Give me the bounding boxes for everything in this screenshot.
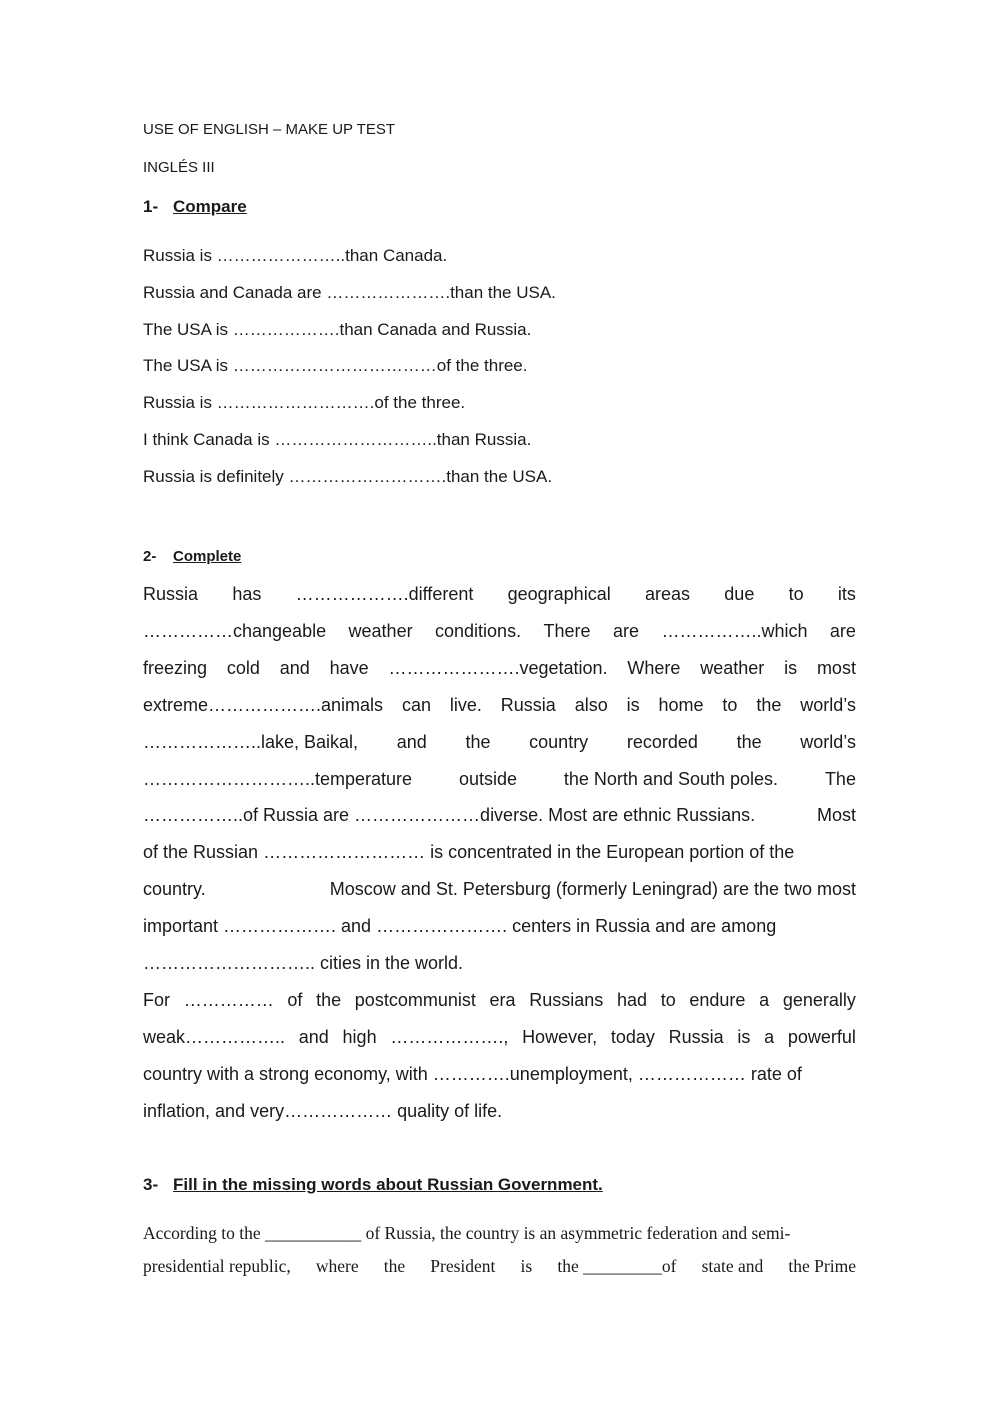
paragraph-word: also bbox=[574, 694, 608, 715]
section-3-heading bbox=[143, 1175, 603, 1195]
paragraph-word: live. bbox=[449, 694, 482, 715]
paragraph-word: the bbox=[383, 1256, 406, 1276]
paragraph-word: high bbox=[342, 1026, 377, 1047]
compare-item-6: I think Canada is ………………………..than Russia. bbox=[143, 430, 532, 449]
paragraph-line bbox=[143, 1223, 856, 1244]
paragraph-line bbox=[143, 769, 856, 790]
paragraph-word: is bbox=[737, 1026, 751, 1047]
section-number: 3- bbox=[143, 1175, 159, 1194]
paragraph-word: freezing bbox=[143, 657, 208, 678]
paragraph-line bbox=[143, 1064, 856, 1085]
paragraph-word: country bbox=[529, 731, 589, 752]
compare-item-3: The USA is ……………….than Canada and Russia. bbox=[143, 320, 532, 339]
paragraph-word: conditions. bbox=[435, 620, 522, 641]
paragraph-word: is bbox=[520, 1256, 533, 1276]
paragraph-word: recorded bbox=[626, 731, 698, 752]
paragraph-word: today bbox=[610, 1026, 655, 1047]
paragraph-line bbox=[143, 916, 856, 937]
paragraph-line bbox=[143, 732, 856, 753]
paragraph-word: to bbox=[722, 694, 738, 715]
paragraph-line bbox=[143, 990, 856, 1011]
section-title: Compare bbox=[173, 197, 247, 216]
paragraph-word: state and bbox=[701, 1256, 764, 1276]
paragraph-word: endure bbox=[689, 989, 746, 1010]
paragraph-word: …………… bbox=[183, 989, 274, 1010]
paragraph-word: weather bbox=[700, 657, 765, 678]
paragraph-line bbox=[143, 658, 856, 679]
paragraph-word: have bbox=[329, 657, 369, 678]
paragraph-word: postcommunist bbox=[354, 989, 476, 1010]
paragraph-word: Russians bbox=[529, 989, 604, 1010]
paragraph-word: where bbox=[315, 1256, 359, 1276]
section-1-heading bbox=[143, 197, 247, 217]
paragraph-word: ……………………….. cities in the world. bbox=[143, 953, 464, 973]
course-name: INGLÉS III bbox=[143, 159, 215, 176]
paragraph-word: to bbox=[660, 989, 676, 1010]
paragraph-word: most bbox=[816, 657, 856, 678]
paragraph-word: the North and South poles. bbox=[563, 768, 779, 789]
paragraph-word: and bbox=[298, 1026, 329, 1047]
paragraph-word: ……………….different bbox=[295, 584, 474, 604]
section-number: 2- bbox=[143, 548, 157, 565]
compare-item-5: Russia is ……………………….of the three. bbox=[143, 393, 466, 412]
paragraph-word: the bbox=[465, 731, 491, 752]
paragraph-word: weak…………….. bbox=[143, 1026, 286, 1047]
paragraph-line bbox=[143, 1256, 856, 1277]
paragraph-word: Russia bbox=[143, 584, 199, 604]
paragraph-word: world’s bbox=[800, 694, 856, 715]
paragraph-word: For bbox=[143, 989, 170, 1010]
paragraph-line bbox=[143, 842, 856, 863]
paragraph-word: The bbox=[824, 768, 856, 789]
section-title: Fill in the missing words about Russian Government. bbox=[173, 1175, 603, 1194]
paragraph-word: the bbox=[316, 989, 342, 1010]
paragraph-word: country. bbox=[143, 879, 206, 900]
paragraph-word: ………………….vegetation. bbox=[388, 657, 608, 678]
paragraph-line bbox=[143, 584, 856, 605]
paragraph-word: There bbox=[543, 620, 591, 641]
paragraph-word: a bbox=[764, 1026, 775, 1047]
paragraph-word: However, bbox=[522, 1026, 598, 1047]
paragraph-word: inflation, and very……………… quality of life. bbox=[143, 1100, 503, 1121]
paragraph-word: ……………changeable bbox=[143, 620, 327, 641]
paragraph-word: due bbox=[724, 584, 755, 604]
section-2-heading bbox=[143, 548, 241, 565]
paragraph-word: and bbox=[396, 731, 427, 752]
paragraph-word: are bbox=[612, 620, 639, 641]
paragraph-word: the bbox=[736, 731, 762, 752]
paragraph-word: extreme……………….animals bbox=[143, 694, 384, 715]
paragraph-word: and bbox=[279, 657, 310, 678]
paragraph-word: geographical bbox=[507, 584, 611, 604]
paragraph-word: presidential republic, bbox=[143, 1256, 291, 1276]
paragraph-word: important ………………. and …………………. centers in Russia and are among bbox=[143, 916, 777, 937]
paragraph-word: to bbox=[788, 584, 804, 604]
paragraph-word: weather bbox=[348, 620, 413, 641]
paragraph-word: generally bbox=[782, 989, 856, 1010]
paragraph-word: the _________of bbox=[557, 1256, 677, 1276]
paragraph-word: of bbox=[287, 989, 303, 1010]
paragraph-word: is bbox=[784, 657, 798, 678]
paragraph-word: Most bbox=[816, 805, 856, 826]
compare-item-4: The USA is ………………………………of the three. bbox=[143, 356, 528, 375]
paragraph-line bbox=[143, 1101, 856, 1122]
paragraph-word: can bbox=[401, 694, 431, 715]
paragraph-word: era bbox=[489, 989, 516, 1010]
compare-item-2: Russia and Canada are ………………….than the USA. bbox=[143, 283, 556, 302]
compare-item-1: Russia is …………………..than Canada. bbox=[143, 246, 448, 265]
paragraph-word: areas bbox=[644, 584, 691, 604]
paragraph-word: has bbox=[232, 584, 262, 604]
paragraph-word: powerful bbox=[787, 1026, 856, 1047]
paragraph-word: Russia bbox=[668, 1026, 724, 1047]
paragraph-line bbox=[143, 879, 856, 900]
paragraph-word: home bbox=[658, 694, 704, 715]
paragraph-word: the Prime bbox=[788, 1256, 856, 1276]
paragraph-word: its bbox=[837, 584, 856, 604]
paragraph-line bbox=[143, 953, 856, 974]
paragraph-word: President bbox=[430, 1256, 496, 1276]
paragraph-word: ………………., bbox=[390, 1026, 509, 1047]
paragraph-line bbox=[143, 1027, 856, 1048]
paragraph-word: Where bbox=[627, 657, 681, 678]
paragraph-word: ………………………..temperature bbox=[143, 768, 413, 789]
paragraph-line bbox=[143, 621, 856, 642]
paragraph-word: had bbox=[616, 989, 647, 1010]
paragraph-line bbox=[143, 695, 856, 716]
section-title: Complete bbox=[173, 548, 242, 565]
paragraph-word: ……………..of Russia are …………………diverse. Most are ethnic Russians. bbox=[143, 805, 756, 826]
paragraph-word: outside bbox=[458, 768, 517, 789]
paragraph-word: cold bbox=[226, 657, 260, 678]
paragraph-word: Russia bbox=[500, 694, 556, 715]
paragraph-word: is bbox=[626, 694, 640, 715]
paragraph-word: the bbox=[756, 694, 782, 715]
paragraph-word: ………………..lake, Baikal, bbox=[143, 731, 359, 752]
paragraph-word: According to the ___________ of Russia, the country is an asymmetric federation and semi- bbox=[143, 1223, 791, 1243]
paragraph-line bbox=[143, 805, 856, 826]
paragraph-word: ……………..which bbox=[661, 620, 808, 641]
compare-item-7: Russia is definitely ……………………….than the USA. bbox=[143, 467, 553, 486]
paragraph-word: Moscow and St. Petersburg (formerly Leningrad) are the two most bbox=[329, 879, 856, 900]
paragraph-word: country with a strong economy, with ………….unemployment, ……………… rate of bbox=[143, 1063, 802, 1084]
paragraph-word: world’s bbox=[800, 731, 856, 752]
section-number: 1- bbox=[143, 197, 159, 216]
test-title: USE OF ENGLISH – MAKE UP TEST bbox=[143, 121, 396, 138]
paragraph-word: a bbox=[759, 989, 770, 1010]
paragraph-word: are bbox=[829, 620, 856, 641]
paragraph-word: of the Russian ……………………… is concentrated in the European portion of the bbox=[143, 842, 795, 863]
